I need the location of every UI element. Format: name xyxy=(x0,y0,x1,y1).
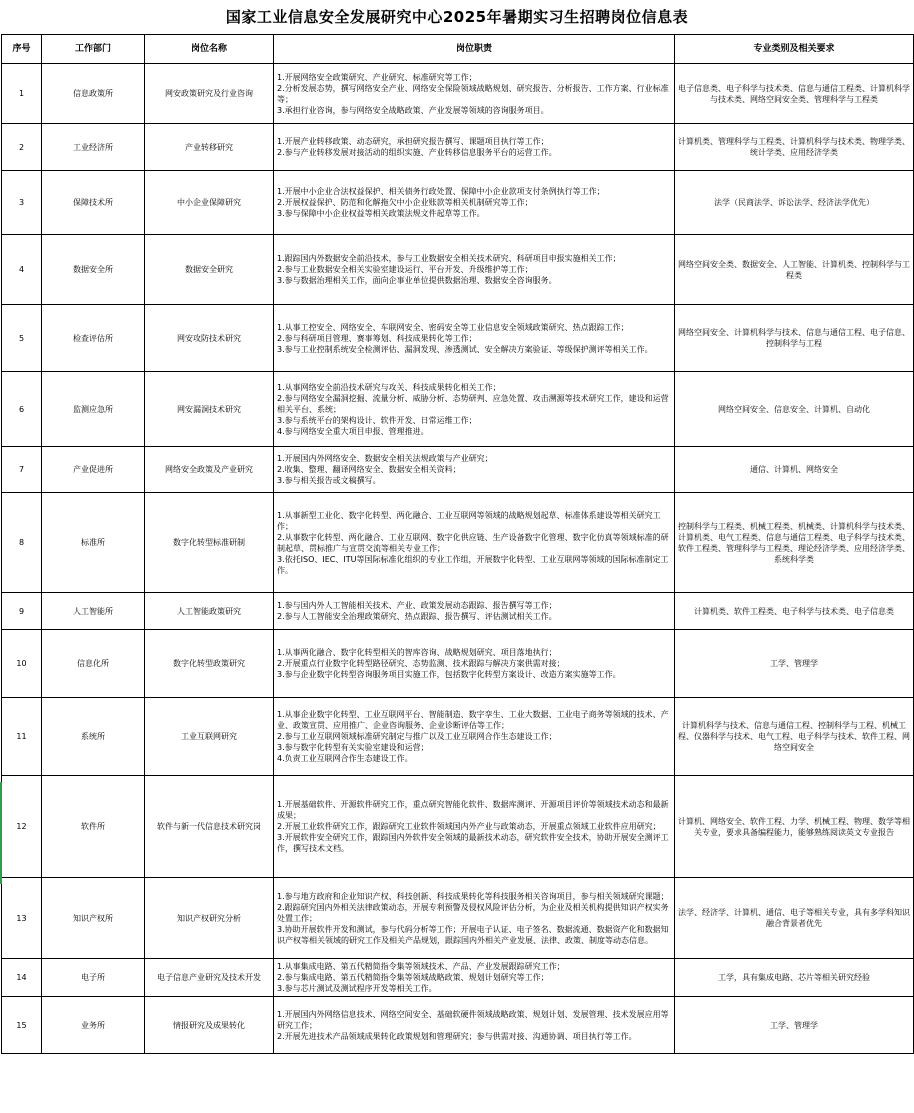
table-title: 国家工业信息安全发展研究中心2025年暑期实习生招聘岗位信息表 xyxy=(225,8,689,26)
cell-dept: 数据安全所 xyxy=(42,235,145,305)
duty-line: 2.参与产业转移发展对接活动的组织实施、产业转移信息服务平台的运营工作。 xyxy=(277,148,557,157)
cell-no: 6 xyxy=(2,372,42,447)
cell-dept: 检查评估所 xyxy=(42,305,145,372)
duty-line: 1.开展中小企业合法权益保护、相关债务行政处置、保障中小企业款项支付条例执行等工作； xyxy=(277,187,605,196)
cell-no: 10 xyxy=(2,630,42,698)
duty-line: 2.开展先进技术产品领域成果转化政策规划和管理研究；参与供需对接、沟通协调、项目执行等工作。 xyxy=(277,1031,637,1041)
duty-line: 1.从事网络安全前沿技术研究与攻关、科技成果转化相关工作； xyxy=(277,382,501,392)
cell-duties xyxy=(274,630,675,698)
cell-position: 产业转移研究 xyxy=(145,124,274,171)
table-row xyxy=(2,493,914,593)
cell-position: 人工智能政策研究 xyxy=(145,593,274,630)
cell-duties xyxy=(274,447,675,493)
cell-requirements: 网络空间安全类、数据安全、人工智能、计算机类、控制科学与工程类 xyxy=(675,235,914,305)
cell-no: 2 xyxy=(2,124,42,171)
cell-position: 网络安全政策及产业研究 xyxy=(145,447,274,493)
cell-duties xyxy=(274,997,675,1054)
duty-line: 1.从事两化融合、数字化转型相关的智库咨询、战略规划研究、项目落地执行； xyxy=(277,648,557,657)
cell-duties xyxy=(274,305,675,372)
cell-dept: 产业促进所 xyxy=(42,447,145,493)
cell-duties xyxy=(274,235,675,305)
cell-position: 知识产权研究分析 xyxy=(145,878,274,959)
cell-dept: 信息化所 xyxy=(42,630,145,698)
cell-duties xyxy=(274,878,675,959)
cell-requirements: 法学、经济学、计算机、通信、电子等相关专业，具有多学科知识融合背景者优先 xyxy=(675,878,914,959)
table-row xyxy=(2,447,914,493)
duty-line: 1.从事工控安全、网络安全、车联网安全、密码安全等工业信息安全领域政策研究、热点跟踪工作； xyxy=(277,322,629,332)
header-duties: 岗位职责 xyxy=(274,35,675,64)
header-no: 序号 xyxy=(2,35,42,64)
cell-duties xyxy=(274,698,675,776)
cell-requirements: 控制科学与工程类、机械工程类、机械类、计算机科学与技术类、计算机类、电气工程类、信息与通信工程类、电子科学与技术类、软件工程类、管理科学与工程类、理论经济学类、应用经济学类、系统科学类 xyxy=(675,493,914,593)
row-selection-marker xyxy=(0,782,2,884)
duty-line: 3.参与数据治理相关工作，面向企事业单位提供数据治理、数据安全咨询服务。 xyxy=(277,276,557,285)
cell-position: 网安攻防技术研究 xyxy=(145,305,274,372)
cell-position: 工业互联网研究 xyxy=(145,698,274,776)
duty-line: 4.参与网络安全重大项目申报、管理推进。 xyxy=(277,426,429,436)
duty-line: 1.开展基础软件、开源软件研究工作，重点研究智能化软件、数据库测评、开源项目评价等领域技术动态和最新成果； xyxy=(277,800,669,820)
cell-requirements: 电子信息类、电子科学与技术类、信息与通信工程类、计算机科学与技术类、网络空间安全类、管理科学与工程类 xyxy=(675,64,914,124)
table-row xyxy=(2,878,914,959)
duty-line: 3.参与企业数字化转型咨询服务项目实施工作，包括数字化转型方案设计、改造方案实施等工作。 xyxy=(277,670,621,679)
cell-dept: 监测应急所 xyxy=(42,372,145,447)
cell-dept: 标准所 xyxy=(42,493,145,593)
duty-line: 4.负责工业互联网合作生态建设工作。 xyxy=(277,754,413,763)
cell-dept: 保障技术所 xyxy=(42,171,145,235)
cell-no: 8 xyxy=(2,493,42,593)
cell-no: 12 xyxy=(2,776,42,878)
duty-line: 2.参与集成电路、第五代精简指令集等领域战略政策、规划计划研究等工作； xyxy=(277,973,549,982)
duty-line: 2.参与工业数据安全相关实验室建设运行、平台开发、升级维护等工作； xyxy=(277,265,533,274)
duty-line: 3.参与保障中小企业权益等相关政策法规文件起草等工作。 xyxy=(277,209,485,218)
duty-line: 2.分析发展态势，撰写网络安全产业、网络安全保险领域战略规划、研究报告、分析报告、工作方案、行业标准等； xyxy=(277,83,669,104)
cell-duties xyxy=(274,959,675,997)
duty-line: 2.收集、整理、翻译网络安全、数据安全相关资料； xyxy=(277,465,461,474)
cell-duties xyxy=(274,64,675,124)
cell-duties xyxy=(274,493,675,593)
duty-line: 2.开展工业软件研究工作，跟踪研究工业软件领域国内外产业与政策动态，开展重点领域工业软件应用研究； xyxy=(277,822,661,831)
cell-requirements: 计算机科学与技术、信息与通信工程、控制科学与工程、机械工程、仪器科学与技术、电气工程、电子科学与技术、软件工程、网络空间安全 xyxy=(675,698,914,776)
cell-requirements: 法学（民商法学、诉讼法学、经济法学优先） xyxy=(675,171,914,235)
header-requirements: 专业类别及相关要求 xyxy=(675,35,914,64)
cell-position: 网安漏洞技术研究 xyxy=(145,372,274,447)
table-row xyxy=(2,630,914,698)
cell-dept: 知识产权所 xyxy=(42,878,145,959)
cell-no: 13 xyxy=(2,878,42,959)
cell-dept: 电子所 xyxy=(42,959,145,997)
duty-line: 1.跟踪国内外数据安全前沿技术，参与工业数据安全相关技术研究、科研项目申报实施相关工作； xyxy=(277,254,621,263)
duty-line: 1.开展产业转移政策、动态研究，承担研究报告撰写、课题项目执行等工作； xyxy=(277,137,549,146)
cell-requirements: 计算机、网络安全、软件工程、力学、机械工程、物理、数学等相关专业，要求具备编程能力，能够熟练阅读英文专业报告 xyxy=(675,776,914,878)
duty-line: 3.参与工业控制系统安全检测评估、漏洞发现、渗透测试、安全解决方案验证、等级保护测评等相关工作。 xyxy=(277,344,653,354)
table-row xyxy=(2,235,914,305)
duty-line: 1.从事集成电路、第五代精简指令集等领域技术、产品、产业发展跟踪研究工作； xyxy=(277,962,565,971)
duty-line: 2.从事数字化转型、两化融合、工业互联网、数字化供应链、生产设备数字化管理、数字化仿真等领域标准的研制起草、贯标推广与宣贯交流等相关专业工作； xyxy=(277,532,669,553)
cell-duties xyxy=(274,593,675,630)
cell-no: 14 xyxy=(2,959,42,997)
duty-line: 1.开展国内外网络安全、数据安全相关法规政策与产业研究； xyxy=(277,454,493,463)
header-row xyxy=(2,35,914,64)
cell-no: 15 xyxy=(2,997,42,1054)
duty-line: 2.参与网络安全漏洞挖掘、流量分析、威胁分析、态势研判、应急处置、攻击溯源等技术研究工作，建设和运营相关平台、系统； xyxy=(277,393,669,414)
cell-duties xyxy=(274,124,675,171)
cell-position: 数字化转型政策研究 xyxy=(145,630,274,698)
duty-line: 3.开展软件安全研究工作，跟踪国内外软件安全领域的最新技术动态，研究软件安全技术，协助开展安全测评工作，撰写技术文档。 xyxy=(277,833,669,853)
cell-no: 3 xyxy=(2,171,42,235)
cell-requirements: 网络空间安全、计算机科学与技术、信息与通信工程、电子信息、控制科学与工程 xyxy=(675,305,914,372)
header-position: 岗位名称 xyxy=(145,35,274,64)
duty-line: 2.开展权益保护、防范和化解拖欠中小企业账款等相关机制研究等工作； xyxy=(277,198,533,207)
duty-line: 1.参与国内外人工智能相关技术、产业、政策发展动态跟踪、报告撰写等工作； xyxy=(277,601,557,610)
cell-no: 11 xyxy=(2,698,42,776)
cell-duties xyxy=(274,776,675,878)
header-dept: 工作部门 xyxy=(42,35,145,64)
cell-position: 中小企业保障研究 xyxy=(145,171,274,235)
cell-position: 数字化转型标准研制 xyxy=(145,493,274,593)
duty-line: 3.参与系统平台的架构设计、软件开发、日常运维工作； xyxy=(277,415,477,425)
cell-requirements: 计算机类、管理科学与工程类、计算机科学与技术类、物理学类、统计学类、应用经济学类 xyxy=(675,124,914,171)
duty-line: 1.从事新型工业化、数字化转型、两化融合、工业互联网等领域的战略规划起草、标准体系建设等相关研究工作； xyxy=(277,510,661,531)
cell-requirements: 网络空间安全、信息安全、计算机、自动化 xyxy=(675,372,914,447)
duty-line: 1.开展网络安全政策研究、产业研究、标准研究等工作； xyxy=(277,72,477,82)
table-row xyxy=(2,593,914,630)
table-row xyxy=(2,959,914,997)
table-row xyxy=(2,171,914,235)
cell-position: 软件与新一代信息技术研究岗 xyxy=(145,776,274,878)
table-row xyxy=(2,305,914,372)
duty-line: 2.开展重点行业数字化转型路径研究、态势监测、技术跟踪与解决方案供需对接； xyxy=(277,659,565,668)
cell-requirements: 工学，具有集成电路、芯片等相关研究经验 xyxy=(675,959,914,997)
duty-line: 1.从事企业数字化转型、工业互联网平台、智能制造、数字孪生、工业大数据、工业电子商务等领域的技术、产业、政策宣贯、应用推广、企业咨询服务、企业诊断评估等工作； xyxy=(277,710,669,730)
cell-dept: 工业经济所 xyxy=(42,124,145,171)
table-row xyxy=(2,124,914,171)
table-row xyxy=(2,776,914,878)
duty-line: 3.参与数字化转型有关实验室建设和运营； xyxy=(277,743,429,752)
duty-line: 2.参与人工智能安全治理政策研究、热点跟踪、报告撰写、评估测试相关工作。 xyxy=(277,612,557,621)
cell-no: 9 xyxy=(2,593,42,630)
cell-position: 电子信息产业研究及技术开发 xyxy=(145,959,274,997)
table-row xyxy=(2,64,914,124)
cell-no: 7 xyxy=(2,447,42,493)
table-row xyxy=(2,372,914,447)
cell-no: 1 xyxy=(2,64,42,124)
duty-line: 2.参与科研项目管理、赛事筹划、科技成果转化等工作； xyxy=(277,333,477,343)
cell-requirements: 通信、计算机、网络安全 xyxy=(675,447,914,493)
duty-line: 1.参与地方政府和企业知识产权、科技创新、科技成果转化等科技服务相关咨询项目，参与相关领域研究课题； xyxy=(277,891,669,901)
positions-table xyxy=(1,34,914,1054)
cell-duties xyxy=(274,171,675,235)
cell-position: 数据安全研究 xyxy=(145,235,274,305)
cell-position: 网安政策研究及行业咨询 xyxy=(145,64,274,124)
duty-line: 2.参与工业互联网领域标准研究制定与推广以及工业互联网合作生态建设工作； xyxy=(277,732,557,741)
table-row xyxy=(2,997,914,1054)
duty-line: 3.承担行业咨询，参与网络安全战略政策、产业发展等领域的咨询服务项目。 xyxy=(277,105,549,115)
cell-requirements: 工学、管理学 xyxy=(675,997,914,1054)
cell-requirements: 计算机类、软件工程类、电子科学与技术类、电子信息类 xyxy=(675,593,914,630)
cell-dept: 人工智能所 xyxy=(42,593,145,630)
cell-no: 5 xyxy=(2,305,42,372)
duty-line: 2.跟踪研究国内外相关法律政策动态，开展专利预警及侵权风险评估分析，为企业及相关机构提供知识产权实务处置工作； xyxy=(277,902,669,923)
cell-dept: 业务所 xyxy=(42,997,145,1054)
cell-dept: 信息政策所 xyxy=(42,64,145,124)
duty-line: 3.参与相关报告或文稿撰写。 xyxy=(277,476,381,485)
duty-line: 1.开展国内外网络信息技术、网络空间安全、基础软硬件领域战略政策、规划计划、发展管理、技术发展应用等研究工作； xyxy=(277,1009,669,1030)
cell-position: 情报研究及成果转化 xyxy=(145,997,274,1054)
duty-line: 3.协助开展软件开发和测试，参与代码分析等工作；开展电子认证、电子签名、数据流通、数据资产化和数据知识产权等相关领域的研究工作及相关产品规划，跟踪国内外相关产业发展、法律、政策、制度等动态信息。 xyxy=(277,924,669,945)
cell-requirements: 工学、管理学 xyxy=(675,630,914,698)
cell-dept: 系统所 xyxy=(42,698,145,776)
table-row xyxy=(2,698,914,776)
cell-dept: 软件所 xyxy=(42,776,145,878)
duty-line: 3.依托ISO、IEC、ITU等国际标准化组织的专业工作组，开展数字化转型、工业互联网等领域的国际标准制定工作。 xyxy=(277,554,669,575)
duty-line: 3.参与芯片测试及测试程序开发等相关工作。 xyxy=(277,984,437,993)
cell-no: 4 xyxy=(2,235,42,305)
cell-duties xyxy=(274,372,675,447)
